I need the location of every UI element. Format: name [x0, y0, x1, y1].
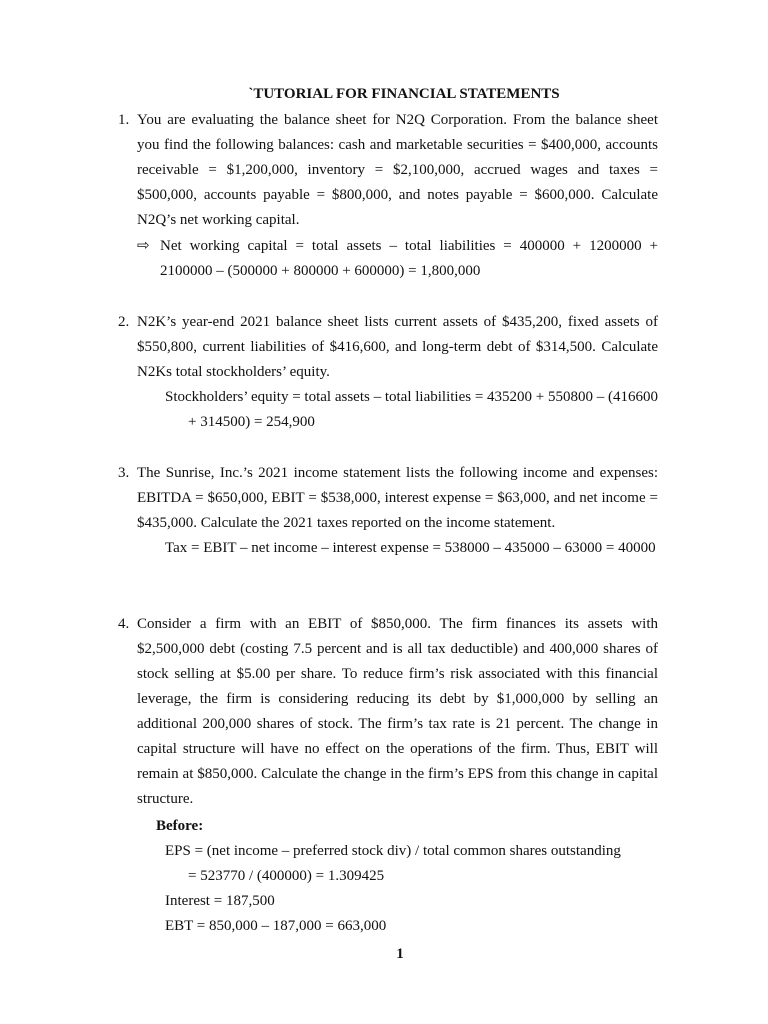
before-label: Before:	[156, 818, 204, 834]
question-number: 4.	[118, 616, 130, 632]
question-number: 2.	[118, 314, 130, 330]
question-text: You are evaluating the balance sheet for N2Q Corporation. From the balance sheet you find the following balances: cash and marketable securities = $400,000, accounts receivable = $1,200,000, inventory = $2,100,000, accrued wages and taxes = $500,000, accounts payable = $800,000, and notes payable = $600,000. Calculate N2Q’s net working capital.	[137, 112, 658, 228]
question-text: N2K’s year-end 2021 balance sheet lists current assets of $435,200, fixed assets of $550,800, current liabilities of $416,600, and long-term debt of $314,500. Calculate N2Ks total stockholders’ equity.	[137, 314, 658, 380]
page-number: 1	[396, 946, 404, 962]
question-text: The Sunrise, Inc.’s 2021 income statement lists the following income and expenses: EBITDA = $650,000, EBIT = $538,000, interest expense = $63,000, and net income = $435,000. Calculate the 2021 taxes reported on the income statement.	[137, 465, 658, 531]
answer-3: Tax = EBIT – net income – interest expense = 538000 – 435000 – 63000 = 40000	[165, 540, 656, 556]
answer-2: Stockholders’ equity = total assets – total liabilities = 435200 + 550800 – (416600 + 314500) = 254,900	[165, 389, 658, 430]
question-number: 1.	[118, 112, 130, 128]
interest-line: Interest = 187,500	[165, 893, 275, 909]
document-title: `TUTORIAL FOR FINANCIAL STATEMENTS	[248, 86, 560, 102]
question-3	[118, 461, 658, 536]
ebt-line: EBT = 850,000 – 187,000 = 663,000	[165, 918, 387, 934]
question-4	[118, 612, 658, 812]
question-text: Consider a firm with an EBIT of $850,000. The firm finances its assets with $2,500,000 debt (costing 7.5 percent and is all tax deductible) and 400,000 shares of stock selling at $5.00 per share. To reduce firm’s risk associated with this financial leverage, the firm is considering reducing its debt by $1,000,000 by selling an additional 200,000 shares of stock. The firm’s tax rate is 21 percent. The change in capital structure will have no effect on the operations of the firm. Thus, EBIT will remain at $850,000. Calculate the change in the firm’s EPS from this change in capital structure.	[137, 616, 658, 807]
question-2	[118, 310, 658, 385]
answer-1: Net working capital = total assets – total liabilities = 400000 + 1200000 + 2100000 – (500000 + 800000 + 600000) = 1,800,000	[160, 238, 658, 279]
question-number: 3.	[118, 465, 130, 481]
eps-calculation: = 523770 / (400000) = 1.309425	[188, 868, 385, 884]
eps-formula: EPS = (net income – preferred stock div) / total common shares outstanding	[165, 843, 621, 859]
arrow-icon: ⇨	[137, 238, 150, 254]
question-1	[118, 108, 658, 233]
